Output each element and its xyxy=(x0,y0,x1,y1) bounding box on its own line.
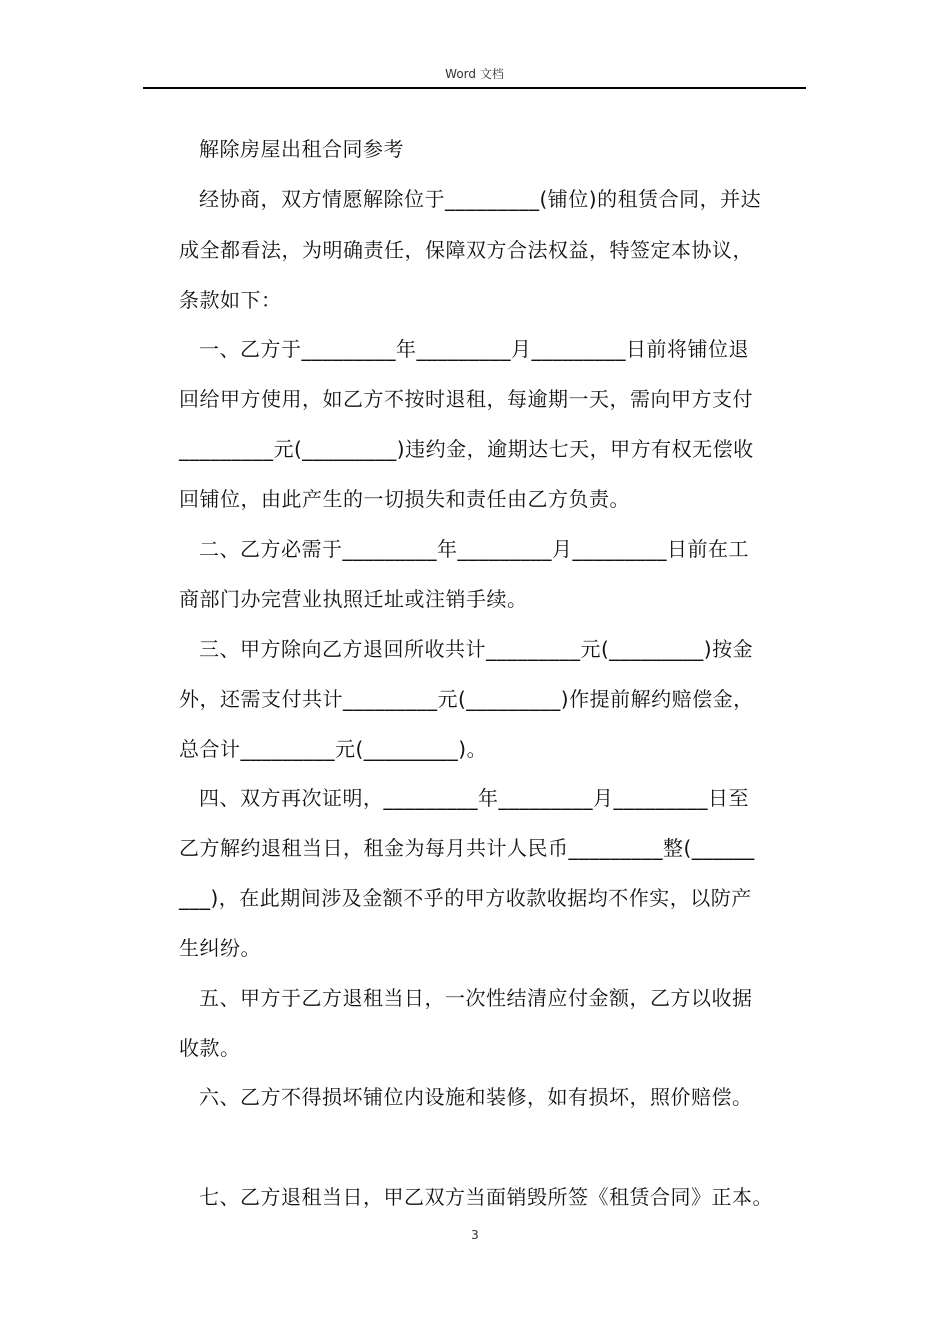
paragraph-line: 成全都看法，为明确责任，保障双方合法权益，特签定本协议， xyxy=(179,238,753,262)
clause-3-line: 外，还需支付共计_________元(_________)作提前解约赔偿金， xyxy=(179,687,754,711)
clause-5-line: 收款。 xyxy=(179,1036,241,1060)
clause-6-line: 六、乙方不得损坏铺位内设施和装修，如有损坏，照价赔偿。 xyxy=(199,1085,753,1109)
paragraph-line: 经协商，双方情愿解除位于_________(铺位)的租赁合同，并达 xyxy=(199,187,762,211)
clause-1-line: 回铺位，由此产生的一切损失和责任由乙方负责。 xyxy=(179,487,630,511)
clause-2-line: 商部门办完营业执照迁址或注销手续。 xyxy=(179,587,528,611)
page-number: 3 xyxy=(471,1228,479,1242)
clause-4-line: 四、双方再次证明，_________年_________月_________日至 xyxy=(199,786,749,810)
clause-4-line: 乙方解约退租当日，租金为每月共计人民币_________整(______ xyxy=(179,836,755,860)
clause-2-line: 二、乙方必需于_________年_________月_________日前在工 xyxy=(199,537,749,561)
document-title: 解除房屋出租合同参考 xyxy=(199,137,404,161)
clause-4-line: 生纠纷。 xyxy=(179,936,261,960)
paragraph-line: 条款如下： xyxy=(179,288,282,312)
header-divider xyxy=(143,87,806,89)
clause-4-line: ___)，在此期间涉及金额不乎的甲方收款收据均不作实，以防产 xyxy=(179,886,752,910)
page-header: Word 文档 xyxy=(445,67,504,81)
clause-5-line: 五、甲方于乙方退租当日，一次性结清应付金额，乙方以收据 xyxy=(199,986,753,1010)
clause-1-line: _________元(_________)违约金，逾期达七天，甲方有权无偿收 xyxy=(179,437,754,461)
clause-1-line: 一、乙方于_________年_________月_________日前将铺位退 xyxy=(199,337,749,361)
clause-1-line: 回给甲方使用，如乙方不按时退租，每逾期一天，需向甲方支付 xyxy=(179,387,753,411)
clause-7-line: 七、乙方退租当日，甲乙双方当面销毁所签《租赁合同》正本。 xyxy=(199,1185,773,1209)
clause-3-line: 总合计_________元(_________)。 xyxy=(179,737,488,761)
clause-3-line: 三、甲方除向乙方退回所收共计_________元(_________)按金 xyxy=(199,637,754,661)
